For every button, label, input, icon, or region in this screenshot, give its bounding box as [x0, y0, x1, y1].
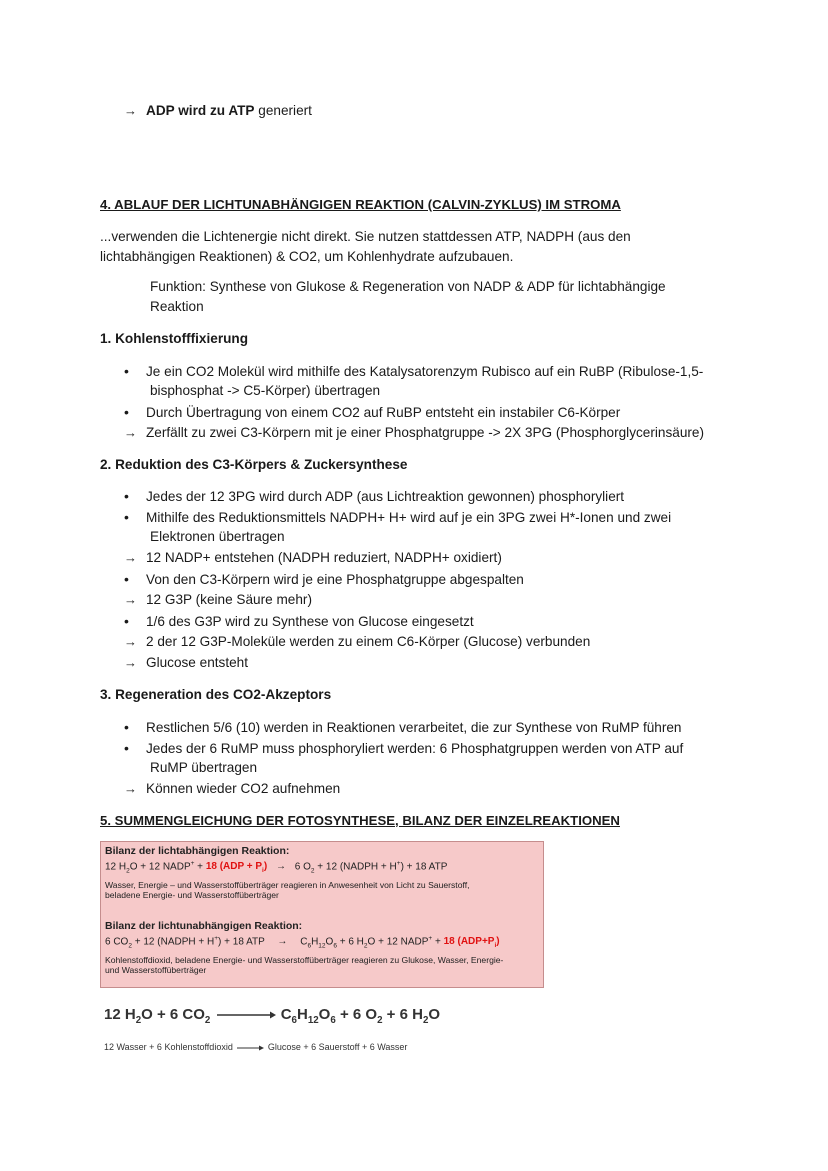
sub: 12 — [318, 942, 326, 950]
list-item — [124, 653, 248, 673]
box-title2: Bilanz der lichtunabhängigen Reaktion: — [105, 920, 303, 932]
eq1-right3: ) + 18 ATP — [400, 861, 448, 873]
arrow-right-icon: → — [124, 781, 137, 796]
eq1-left: 12 H — [105, 861, 127, 873]
summary-right4: + 6 O — [335, 1006, 378, 1023]
summary-left2: O + 6 CO — [141, 1006, 205, 1023]
bullet-icon: • — [124, 363, 129, 379]
bullet-icon: • — [124, 740, 129, 756]
eq2-right2: H — [311, 936, 319, 948]
list-item — [124, 486, 624, 507]
summary-right3: O — [318, 1006, 331, 1023]
arrow-right-icon: → — [275, 861, 286, 873]
list-item — [124, 402, 620, 423]
sub: 2 — [128, 942, 132, 950]
long-arrow-icon — [235, 1044, 265, 1052]
eq2-red-end: ) — [496, 936, 500, 948]
arrow-right-icon: → — [124, 655, 137, 670]
eq1-mid: O + 12 NADP — [129, 861, 191, 873]
step3-b2-line2: RuMP übertragen — [150, 760, 258, 775]
summary-equation — [104, 1006, 440, 1026]
intro-bold: ADP wird zu ATP — [146, 103, 255, 118]
step1-b1-line1: Je ein CO2 Molekül wird mithilfe des Katalysatorenzym Rubisco auf ein RuBP (Ribulose-1,5- — [146, 364, 704, 379]
step1-a1: Zerfällt zu zwei C3-Körpern mit je einer Phosphatgruppe -> 2X 3PG (Phosphorglycerinsäure) — [146, 425, 704, 440]
eq1-red-text: 18 (ADP + P — [205, 861, 263, 873]
section4-heading: 4. ABLAUF DER LICHTUNABHÄNGIGEN REAKTION (CALVIN-ZYKLUS) IM STROMA — [100, 197, 621, 212]
sub: 2 — [422, 1015, 429, 1026]
box-eq1 — [105, 858, 447, 877]
long-arrow-icon — [215, 1010, 277, 1020]
sub: 12 — [307, 1015, 319, 1026]
section4-para-line1: ...verwenden die Lichtenergie nicht direkt. Sie nutzen stattdessen ATP, NADPH (aus den — [100, 229, 631, 244]
eq1-right2: + 12 (NADPH + H — [314, 861, 397, 873]
sub: 6 — [291, 1015, 297, 1026]
list-item — [124, 632, 590, 652]
step3-b1: Restlichen 5/6 (10) werden in Reaktionen verarbeitet, die zur Synthese von RuMP führen — [146, 720, 682, 735]
bullet-icon: • — [124, 509, 129, 525]
sup: + — [428, 935, 433, 942]
eq1-red — [205, 861, 268, 875]
intro-line — [124, 101, 312, 121]
step1-b2: Durch Übertragung von einem CO2 auf RuBP entsteht ein instabiler C6-Körper — [146, 405, 621, 420]
eq2-left2: + 12 (NADPH + H — [131, 936, 215, 948]
sub: 6 — [307, 942, 312, 950]
step2-b4: 1/6 des G3P wird zu Synthese von Glucose eingesetzt — [146, 614, 474, 629]
summary-right5: + 6 H — [382, 1006, 423, 1023]
step3-heading: 3. Regeneration des CO2-Akzeptors — [100, 687, 332, 702]
section4-function-line2: Reaktion — [150, 299, 204, 314]
summary-words — [104, 1042, 407, 1052]
arrow-right-icon: → — [124, 425, 137, 440]
list-item — [124, 611, 474, 632]
list-item — [124, 717, 682, 738]
step2-a4: Glucose entsteht — [146, 655, 249, 670]
arrow-right-icon: → — [124, 550, 137, 565]
step2-a1: 12 NADP+ entstehen (NADPH reduziert, NADPH+ oxidiert) — [146, 550, 502, 565]
sup: + — [214, 935, 219, 942]
sup: + — [190, 860, 195, 867]
arrow-right-icon: → — [124, 634, 137, 649]
eq1-mid2: + — [194, 861, 206, 873]
summary-left: 12 H — [104, 1006, 136, 1023]
sub: i — [494, 942, 497, 950]
summary-right2: H — [296, 1006, 308, 1023]
bullet-icon: • — [124, 719, 129, 735]
arrow-right-icon: → — [124, 103, 137, 118]
step1-b1-line2: bisphosphat -> C5-Körper) übertragen — [150, 383, 381, 398]
eq1-red-end: ) — [263, 861, 268, 873]
bullet-icon: • — [124, 613, 129, 629]
bullet-icon: • — [124, 571, 129, 587]
list-item — [124, 507, 671, 528]
section4-function-line1: Funktion: Synthese von Glukose & Regeneration von NADP & ADP für lichtabhängige — [150, 279, 666, 294]
step2-heading: 2. Reduktion des C3-Körpers & Zuckersynthese — [100, 457, 408, 472]
bullet-icon: • — [124, 488, 129, 504]
list-item — [124, 569, 524, 590]
step2-b2-line2: Elektronen übertragen — [150, 529, 285, 544]
sub: 2 — [310, 867, 315, 875]
step2-b2-line1: Mithilfe des Reduktionsmittels NADPH+ H+ wird auf je ein 3PG zwei H*-Ionen und zwei — [146, 510, 672, 525]
bullet-icon: • — [124, 404, 129, 420]
sub: i — [262, 867, 264, 875]
eq2-right4: + 6 H — [336, 936, 364, 948]
eq2-right3: O — [325, 936, 334, 948]
list-item — [124, 548, 502, 568]
eq2-right6: + — [432, 936, 444, 948]
eq2-right: C — [300, 936, 308, 948]
sub: 2 — [363, 942, 368, 950]
summary-words-left: 12 Wasser + 6 Kohlenstoffdioxid — [104, 1042, 233, 1052]
summary-words-right: Glucose + 6 Sauerstoff + 6 Wasser — [267, 1042, 408, 1052]
sub: 2 — [377, 1015, 383, 1026]
step2-b1: Jedes der 12 3PG wird durch ADP (aus Lichtreaktion gewonnen) phosphoryliert — [146, 489, 625, 504]
eq2-red-text: 18 (ADP+P — [443, 936, 495, 948]
eq2-left: 6 CO — [105, 936, 129, 948]
step3-b2-line1: Jedes der 6 RuMP muss phosphoryliert werden: 6 Phosphatgruppen werden von ATP auf — [146, 741, 684, 756]
step2-a2: 12 G3P (keine Säure mehr) — [146, 592, 312, 607]
sub: 6 — [333, 942, 337, 950]
box-eq2 — [105, 933, 500, 952]
step2-b3: Von den C3-Körpern wird je eine Phosphatgruppe abgespalten — [146, 572, 524, 587]
eq2-red — [443, 936, 500, 950]
intro-rest: generiert — [254, 103, 312, 118]
arrow-right-icon: → — [124, 592, 137, 607]
balance-box — [100, 841, 544, 988]
sub: 2 — [126, 867, 130, 875]
step3-a1: Können wieder CO2 aufnehmen — [146, 781, 341, 796]
list-item — [124, 423, 704, 443]
section5-heading: 5. SUMMENGLEICHUNG DER FOTOSYNTHESE, BILANZ DER EINZELREAKTIONEN — [100, 813, 620, 828]
eq1-right: 6 O — [294, 861, 311, 873]
sub: 2 — [135, 1015, 142, 1026]
summary-right6: O — [428, 1006, 441, 1023]
summary-right: C — [280, 1006, 292, 1023]
arrow-right-icon: → — [277, 936, 288, 948]
step1-heading: 1. Kohlenstofffixierung — [100, 331, 249, 346]
box-title1: Bilanz der lichtabhängigen Reaktion: — [105, 845, 290, 857]
box-desc2-line1: Kohlenstoffdioxid, beladene Energie- und Wasserstoffüberträger reagieren zu Glukose, Wasser, Energie- — [105, 955, 504, 965]
list-item — [124, 590, 312, 610]
sup: + — [396, 860, 401, 867]
eq2-right5: O + 12 NADP — [367, 936, 429, 948]
eq2-left3: ) + 18 ATP — [218, 936, 265, 948]
box-desc2-line2: und Wasserstoffüberträger — [105, 965, 207, 975]
step2-a3: 2 der 12 G3P-Moleküle werden zu einem C6-Körper (Glucose) verbunden — [146, 634, 591, 649]
list-item — [124, 779, 340, 799]
sub: 6 — [330, 1015, 336, 1026]
list-item — [124, 738, 683, 759]
section4-para-line2: lichtabhängigen Reaktionen) & CO2, um Kohlenhydrate aufzubauen. — [100, 249, 514, 264]
list-item — [124, 361, 703, 382]
box-desc1-line1: Wasser, Energie – und Wasserstoffüberträger reagieren in Anwesenheit von Licht zu Sauerstoff, — [105, 880, 470, 890]
sub: 2 — [204, 1015, 211, 1026]
box-desc1-line2: beladene Energie- und Wasserstoffüberträger — [105, 890, 279, 900]
